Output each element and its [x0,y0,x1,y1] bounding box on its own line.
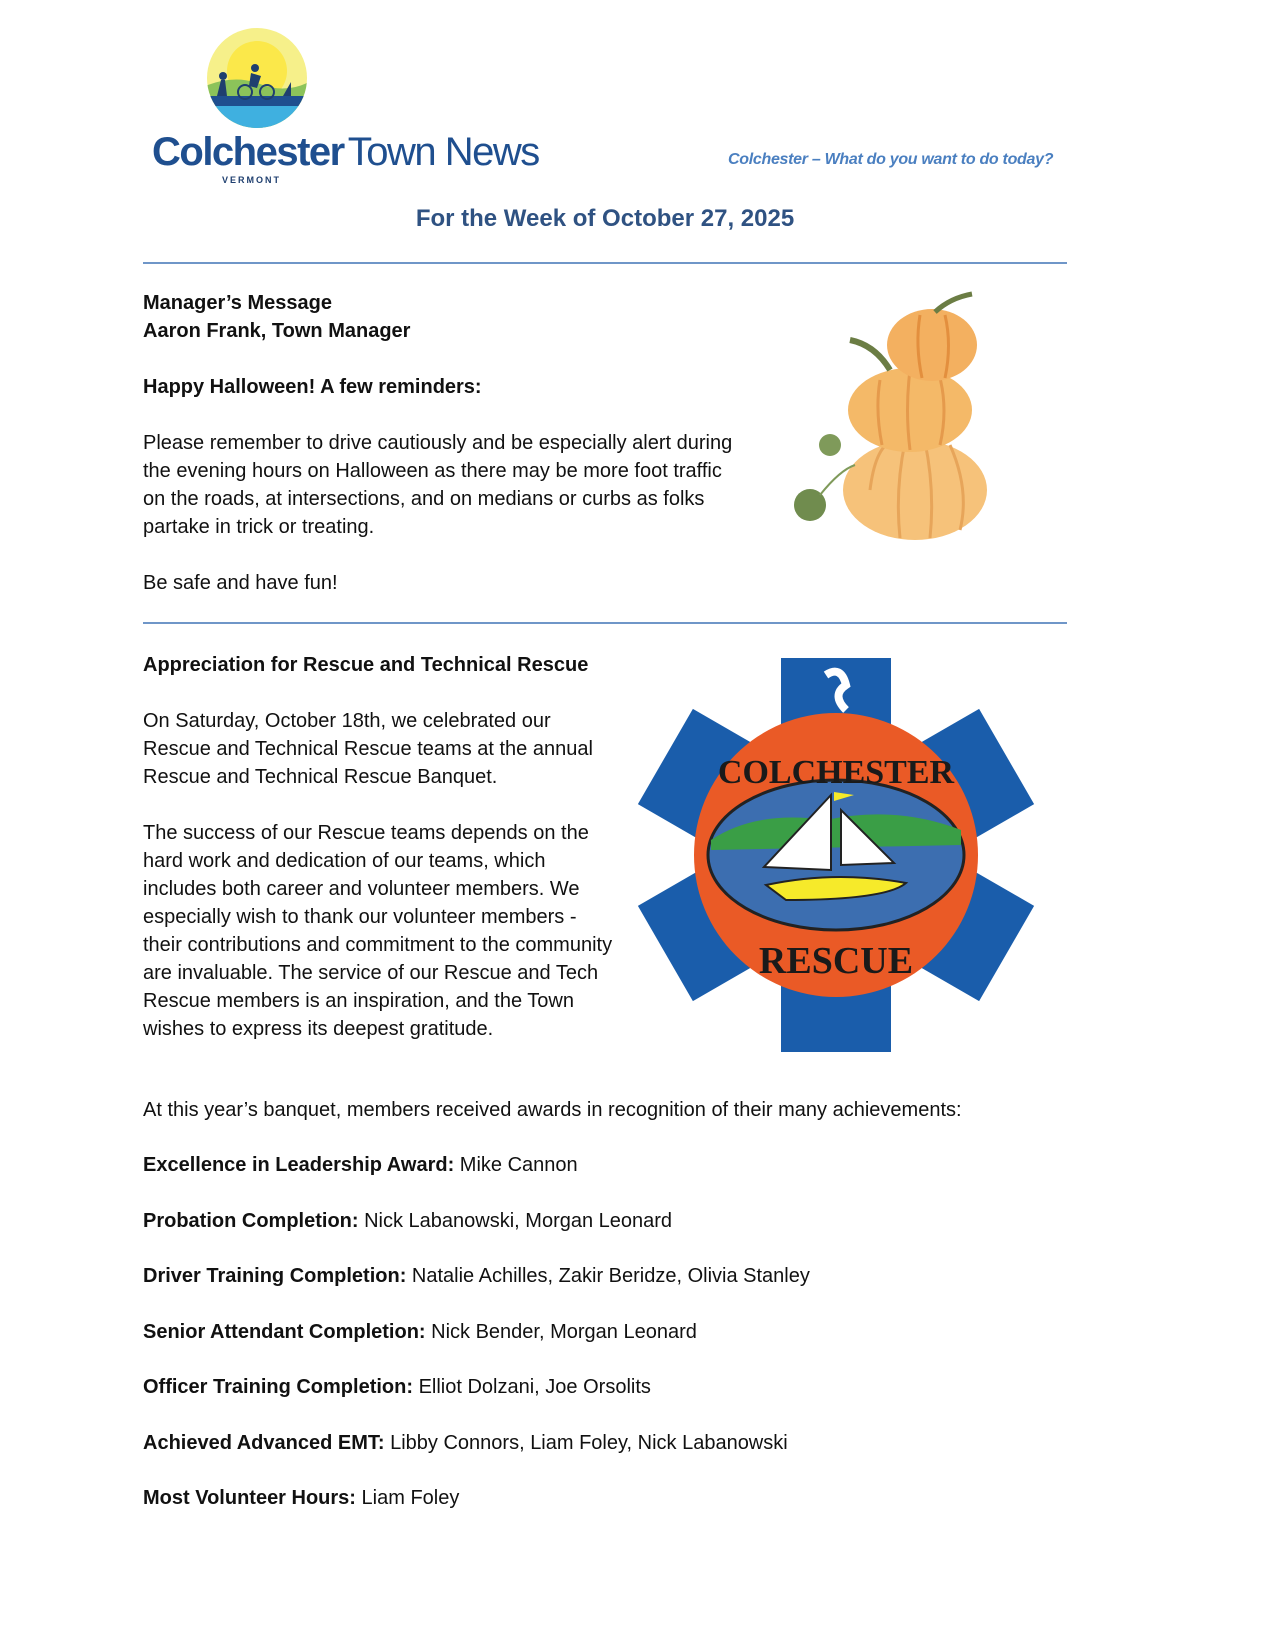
colchester-rescue-logo-icon [636,655,1036,1055]
paragraph: Please remember to drive cautiously and be especially alert during the evening hours on Halloween as there may be more foot traffic on the roads, at intersections, and on medians or curbs as folks partake in trick or treating. [143,432,733,538]
award-item [143,1429,788,1457]
subheading: Happy Halloween! A few reminders: [143,376,482,398]
rescue-section [143,651,613,1043]
byline: Aaron Frank, Town Manager [143,320,411,342]
award-names: Nick Bender, Morgan Leonard [431,1321,697,1343]
award-item [143,1262,810,1290]
closing: Be safe and have fun! [143,572,338,594]
award-label: Senior Attendant Completion: [143,1321,426,1343]
paragraph: On Saturday, October 18th, we celebrated our Rescue and Technical Rescue teams at the annual Rescue and Technical Rescue Banquet. [143,710,593,788]
award-names: Mike Cannon [459,1154,578,1176]
managers-message [143,289,733,597]
week-title: For the Week of October 27, 2025 [415,205,795,232]
masthead-bold: Colchester [152,130,344,174]
award-item [143,1373,651,1401]
section-heading: Appreciation for Rescue and Technical Rescue [143,654,589,676]
paragraph: The success of our Rescue teams depends on the hard work and dedication of our teams, which includes both career and volunteer members. We especially wish to thank our volunteer members - their contributions and commitment to the community are invaluable. The service of our Rescue and Tech Rescue members is an inspiration, and the Town wishes to express its deepest gratitude. [143,822,613,1040]
award-item [143,1318,697,1346]
logo-bottom-text: RESCUE [758,940,914,982]
award-label: Excellence in Leadership Award: [143,1154,455,1176]
award-label: Driver Training Completion: [143,1265,407,1287]
award-label: Most Volunteer Hours: [143,1487,356,1509]
award-label: Achieved Advanced EMT: [143,1432,385,1454]
tagline: Colchester – What do you want to do today? [728,151,1054,168]
award-item [143,1484,459,1512]
award-names: Elliot Dolzani, Joe Orsolits [418,1376,651,1398]
award-names: Natalie Achilles, Zakir Beridze, Olivia Stanley [411,1265,810,1287]
masthead-subtitle: VERMONT [222,175,281,185]
award-label: Probation Completion: [143,1210,359,1232]
masthead-light: Town News [347,130,539,174]
masthead-title [152,130,539,175]
award-item [143,1151,578,1179]
divider [143,622,1067,624]
logo-top-text: COLCHESTER [717,754,955,791]
award-names: Libby Connors, Liam Foley, Nick Labanowski [390,1432,788,1454]
award-names: Liam Foley [361,1487,460,1509]
section-heading: Manager’s Message [143,292,332,314]
award-item [143,1207,672,1235]
awards-intro: At this year’s banquet, members received awards in recognition of their many achievements: [143,1099,962,1121]
award-label: Officer Training Completion: [143,1376,414,1398]
divider [143,262,1067,264]
pumpkins-icon [780,290,1000,545]
award-names: Nick Labanowski, Morgan Leonard [364,1210,673,1232]
town-logo-icon [205,26,309,130]
